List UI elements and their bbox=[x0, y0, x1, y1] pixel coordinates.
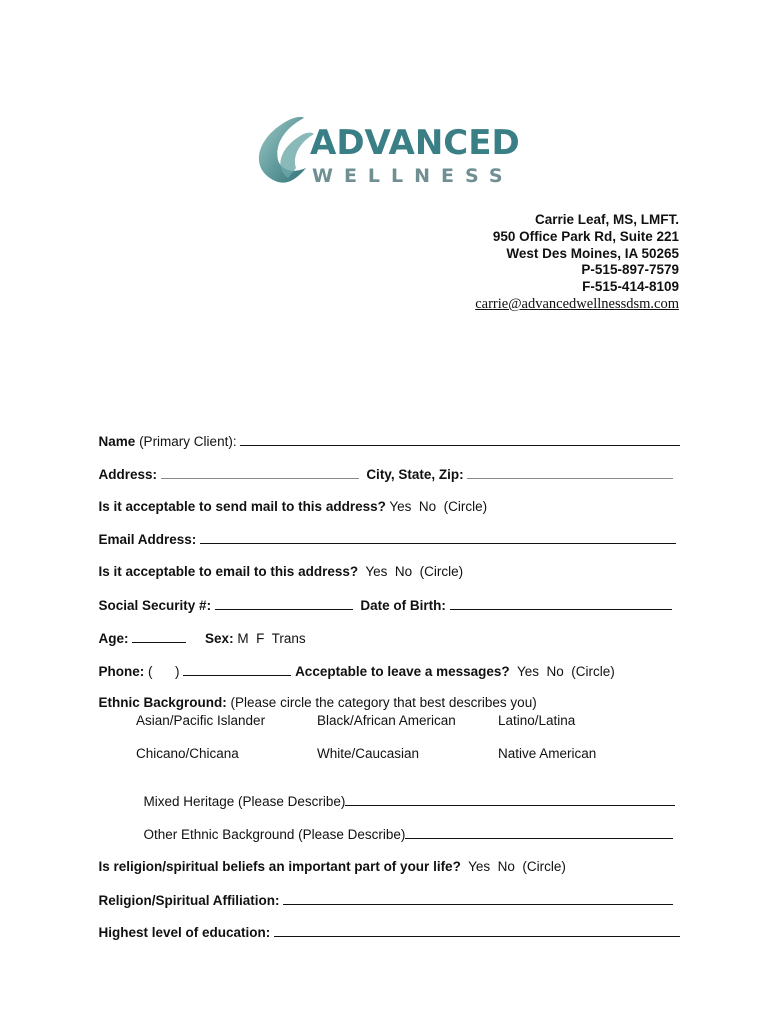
affiliation-field[interactable] bbox=[283, 892, 673, 905]
affiliation-label: Religion/Spiritual Affiliation: bbox=[98, 893, 280, 908]
age-sex-row bbox=[91, 615, 306, 646]
name-paren-label: (Primary Client): bbox=[139, 434, 237, 449]
email-row bbox=[91, 516, 676, 547]
email-question: Is it acceptable to email to this address? bbox=[98, 564, 359, 579]
sex-options[interactable]: M F Trans bbox=[237, 631, 306, 646]
address-label: Address: bbox=[98, 467, 158, 482]
dob-label: Date of Birth: bbox=[360, 598, 446, 613]
religion-options[interactable]: Yes No (Circle) bbox=[468, 859, 566, 874]
name-label: Name bbox=[98, 434, 136, 449]
phone-field[interactable] bbox=[183, 663, 291, 676]
ethnic-label: Ethnic Background: bbox=[98, 695, 227, 710]
ssn-label: Social Security #: bbox=[98, 598, 212, 613]
education-field[interactable] bbox=[274, 924, 680, 937]
svg-text:WELLNESS: WELLNESS bbox=[312, 165, 514, 187]
mixed-heritage-row bbox=[136, 778, 675, 809]
sex-label: Sex: bbox=[205, 631, 234, 646]
svg-text:ADVANCED: ADVANCED bbox=[310, 123, 520, 163]
city-state-zip-label: City, State, Zip: bbox=[366, 467, 464, 482]
age-label: Age: bbox=[98, 631, 129, 646]
ethnic-option-black[interactable]: Black/African American bbox=[317, 713, 456, 728]
education-row bbox=[91, 909, 680, 940]
email-question-row bbox=[91, 549, 463, 579]
name-row bbox=[91, 418, 680, 449]
phone-label: Phone: bbox=[98, 664, 145, 679]
ethnic-option-native-american[interactable]: Native American bbox=[498, 746, 597, 761]
mixed-heritage-field[interactable] bbox=[345, 793, 675, 806]
name-field[interactable] bbox=[240, 433, 680, 446]
email-label: Email Address: bbox=[98, 532, 197, 547]
contact-address2: West Des Moines, IA 50265 bbox=[506, 245, 679, 261]
email-field[interactable] bbox=[200, 531, 676, 544]
religion-question: Is religion/spiritual beliefs an important part of your life? bbox=[98, 859, 461, 874]
mail-question: Is it acceptable to send mail to this address? bbox=[98, 499, 386, 514]
mail-question-row bbox=[91, 484, 487, 514]
ethnic-option-chicano[interactable]: Chicano/Chicana bbox=[136, 746, 239, 761]
contact-email-link[interactable]: carrie@advancedwellnessdsm.com bbox=[475, 295, 679, 312]
education-label: Highest level of education: bbox=[98, 925, 271, 940]
address-field[interactable] bbox=[161, 466, 359, 479]
contact-block bbox=[475, 212, 679, 313]
other-ethnic-label: Other Ethnic Background (Please Describe) bbox=[143, 827, 406, 842]
ethnic-row bbox=[91, 680, 537, 710]
email-options[interactable]: Yes No (Circle) bbox=[365, 564, 464, 579]
affiliation-row bbox=[91, 877, 673, 908]
contact-address1: 950 Office Park Rd, Suite 221 bbox=[492, 228, 679, 244]
religion-question-row bbox=[91, 844, 566, 874]
message-question: Acceptable to leave a messages? bbox=[295, 664, 510, 679]
contact-phone: P-515-897-7579 bbox=[581, 262, 679, 278]
ethnic-option-asian[interactable]: Asian/Pacific Islander bbox=[136, 713, 266, 728]
mail-options[interactable]: Yes No (Circle) bbox=[389, 499, 488, 514]
contact-fax: F-515-414-8109 bbox=[582, 279, 679, 295]
ssn-dob-row bbox=[91, 582, 672, 613]
ethnic-option-white[interactable]: White/Caucasian bbox=[317, 746, 420, 761]
ethnic-instruction: (Please circle the category that best describes you) bbox=[230, 695, 537, 710]
age-field[interactable] bbox=[132, 630, 186, 643]
phone-row bbox=[91, 648, 615, 679]
phone-area-code[interactable]: ( ) bbox=[148, 664, 180, 679]
other-ethnic-row bbox=[136, 811, 673, 842]
other-ethnic-field[interactable] bbox=[405, 826, 673, 839]
contact-name: Carrie Leaf, MS, LMFT. bbox=[534, 212, 679, 227]
ssn-field[interactable] bbox=[215, 597, 353, 610]
message-options[interactable]: Yes No (Circle) bbox=[516, 664, 615, 679]
logo-swirl-icon bbox=[248, 112, 520, 192]
advanced-wellness-logo bbox=[248, 112, 520, 192]
dob-field[interactable] bbox=[450, 597, 672, 610]
address-row bbox=[91, 451, 673, 482]
city-state-zip-field[interactable] bbox=[467, 466, 673, 479]
ethnic-option-latino[interactable]: Latino/Latina bbox=[498, 713, 576, 728]
mixed-heritage-label: Mixed Heritage (Please Describe) bbox=[143, 794, 346, 809]
